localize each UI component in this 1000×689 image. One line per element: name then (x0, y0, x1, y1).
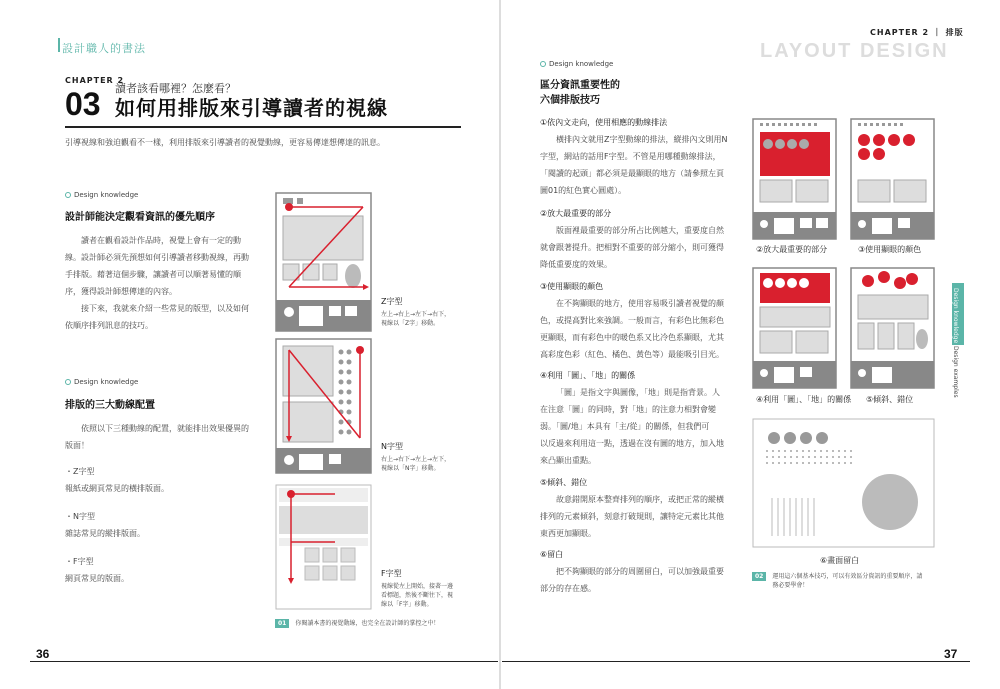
chapter-label: CHAPTER 2 (65, 76, 125, 85)
figure-3-caption: ③使用顯眼的顏色 (858, 245, 922, 254)
layout-design-heading: LAYOUT DESIGN (760, 40, 949, 62)
n-figure-caption: N字型 (381, 442, 403, 451)
tip-1: ①依內文走向，使用相應的動線排法 橫排內文就用Z字型動線的排法，縱排內文則用N 字型，網站的話用F字型。不管是用哪種動線排法， 「閱讀的起頭」都必須是最顯眼的地方（請參照左頁 圖01的紅色實心圓處）。 (540, 118, 728, 195)
circle-icon (540, 61, 546, 67)
tip-6: ⑥留白 把不夠顯眼的部分的周圍留白，可以加強最重要 部分的存在感。 (540, 550, 724, 593)
design-knowledge-label: Design knowledge (65, 378, 138, 386)
z-layout-figure (275, 192, 372, 332)
z-figure-note: 左上→右上→左下→右下， 視線以「Z字」移動。 (381, 311, 451, 327)
section-title: 設計師能決定觀看資訊的優先順序 (65, 212, 215, 223)
circle-icon (65, 192, 71, 198)
intro-text: 引導視線和強迫觀看不一樣，利用排版來引導讀者的視覺動線，更容易傳達想傳達的訊息。 (65, 138, 385, 147)
n-layout-figure (275, 338, 372, 474)
badge-01: 01 (275, 619, 289, 628)
running-header: 設計職人的書法 (62, 42, 146, 55)
z-figure-caption: Z字型 (381, 297, 403, 306)
figure-note-02: 02 運用這六個基本技巧，可以有效區分資訊的重要順序，請 務必要學會！ (752, 572, 922, 590)
f-layout-figure (275, 484, 372, 610)
figure-note-01: 01 你閱讀本書的視覺動線，也完全在設計師的掌控之中！ (275, 619, 439, 628)
n-figure-note: 右上→右下→左上→左下， 視線以「N字」移動。 (381, 456, 451, 472)
tip-3: ③使用顯眼的顏色 在不夠顯眼的地方，使用容易吸引讀者視覺的顏 色，或提高對比來強調。一般而言，有彩色比無彩色 更顯眼，而有彩色中的暖色系又比冷色系顯眼，尤其 高彩度色彩（紅色、橘色、黃色等）最能吸引目光。 (540, 282, 724, 359)
figure-enlarge (752, 118, 837, 240)
tip-4: ④利用「圖」、「地」的關係 「圖」是指文字與圖像，「地」則是指背景。人 在注意「圖」的同時，對「地」的注意力相對會變 弱。「圖/地」本具有「主/從」的關係，但我們可 以反過來利用這一點，透過在沒有圖的地方，加入地 來凸顯出重點。 (540, 371, 724, 465)
n-type-desc: 雜誌常見的縱排版面。 (65, 529, 145, 538)
z-type-desc: 報紙或網頁常見的橫排版面。 (65, 484, 169, 493)
bottom-rule (30, 661, 498, 662)
subtitle: 讀者該看哪裡？怎麼看？ (115, 82, 236, 95)
tip-5: ⑤傾斜、錯位 故意錯開原本整齊排列的順序，或把正常的縱橫 排列的元素傾斜，刻意打破規則，讓特定元素比其他 東西更加顯眼。 (540, 478, 724, 538)
circle-icon (65, 379, 71, 385)
chapter-number: 03 (65, 86, 101, 122)
page-fold (499, 0, 501, 689)
tip-2: ②放大最重要的部分 版面裡最重要的部分所占比例越大，重要度自然 就會跟著提升。把相對不重要的部分縮小，則可獲得 降低重要度的效果。 (540, 209, 724, 269)
f-type-desc: 網頁常見的版面。 (65, 574, 129, 583)
figure-figure-ground (752, 267, 837, 389)
page-number-left: 36 (36, 647, 50, 661)
design-knowledge-label: Design knowledge (540, 60, 613, 68)
chapter-header: CHAPTER 2 ｜ 排版 (870, 28, 964, 37)
page-number-right: 37 (944, 647, 958, 661)
section-title: 排版的三大動線配置 (65, 400, 155, 411)
side-tab-label: Design knowledge (952, 288, 959, 344)
bottom-rule (502, 661, 970, 662)
section-title: 區分資訊重要性的 六個排版技巧 (540, 80, 620, 106)
f-figure-caption: F字型 (381, 569, 402, 578)
design-knowledge-label: Design knowledge (65, 191, 138, 199)
z-type-title: ・Z字型 (65, 467, 95, 476)
f-figure-note: 視線從左上開始，接著一邊 看標題，然後不斷往下，視 線以「F字」移動。 (381, 583, 454, 608)
page-title: 如何用排版來引導讀者的視線 (115, 96, 388, 120)
section-body: 讀者在觀看設計作品時，視覺上會有一定的動 線。設計師必須先預想如何引導讀者移動視線，再動 手排版。藉著這個步驟，讓讀者可以順著易懂的順 序，獲得設計師想傳達的內容。 接下來，我就來介紹一些常見的版型，以及如何 依順序排列訊息的技巧。 (65, 236, 249, 330)
f-type-title: ・F字型 (65, 557, 94, 566)
badge-02: 02 (752, 572, 766, 581)
section-body: 依照以下三種動線的配置，就能排出效果優異的 版面！ (65, 424, 249, 450)
header-bar (58, 38, 60, 52)
figure-tilt (850, 267, 935, 389)
figure-5-caption: ⑤傾斜、錯位 (866, 395, 914, 404)
figure-4-caption: ④利用「圖」、「地」的關係 (756, 395, 852, 404)
figure-color (850, 118, 935, 240)
side-tab-label-2: Design examples (952, 346, 959, 398)
figure-6-caption: ⑥畫面留白 (820, 556, 860, 565)
title-rule (65, 126, 461, 128)
figure-whitespace (752, 418, 935, 548)
figure-2-caption: ②放大最重要的部分 (756, 245, 828, 254)
n-type-title: ・N字型 (65, 512, 95, 521)
